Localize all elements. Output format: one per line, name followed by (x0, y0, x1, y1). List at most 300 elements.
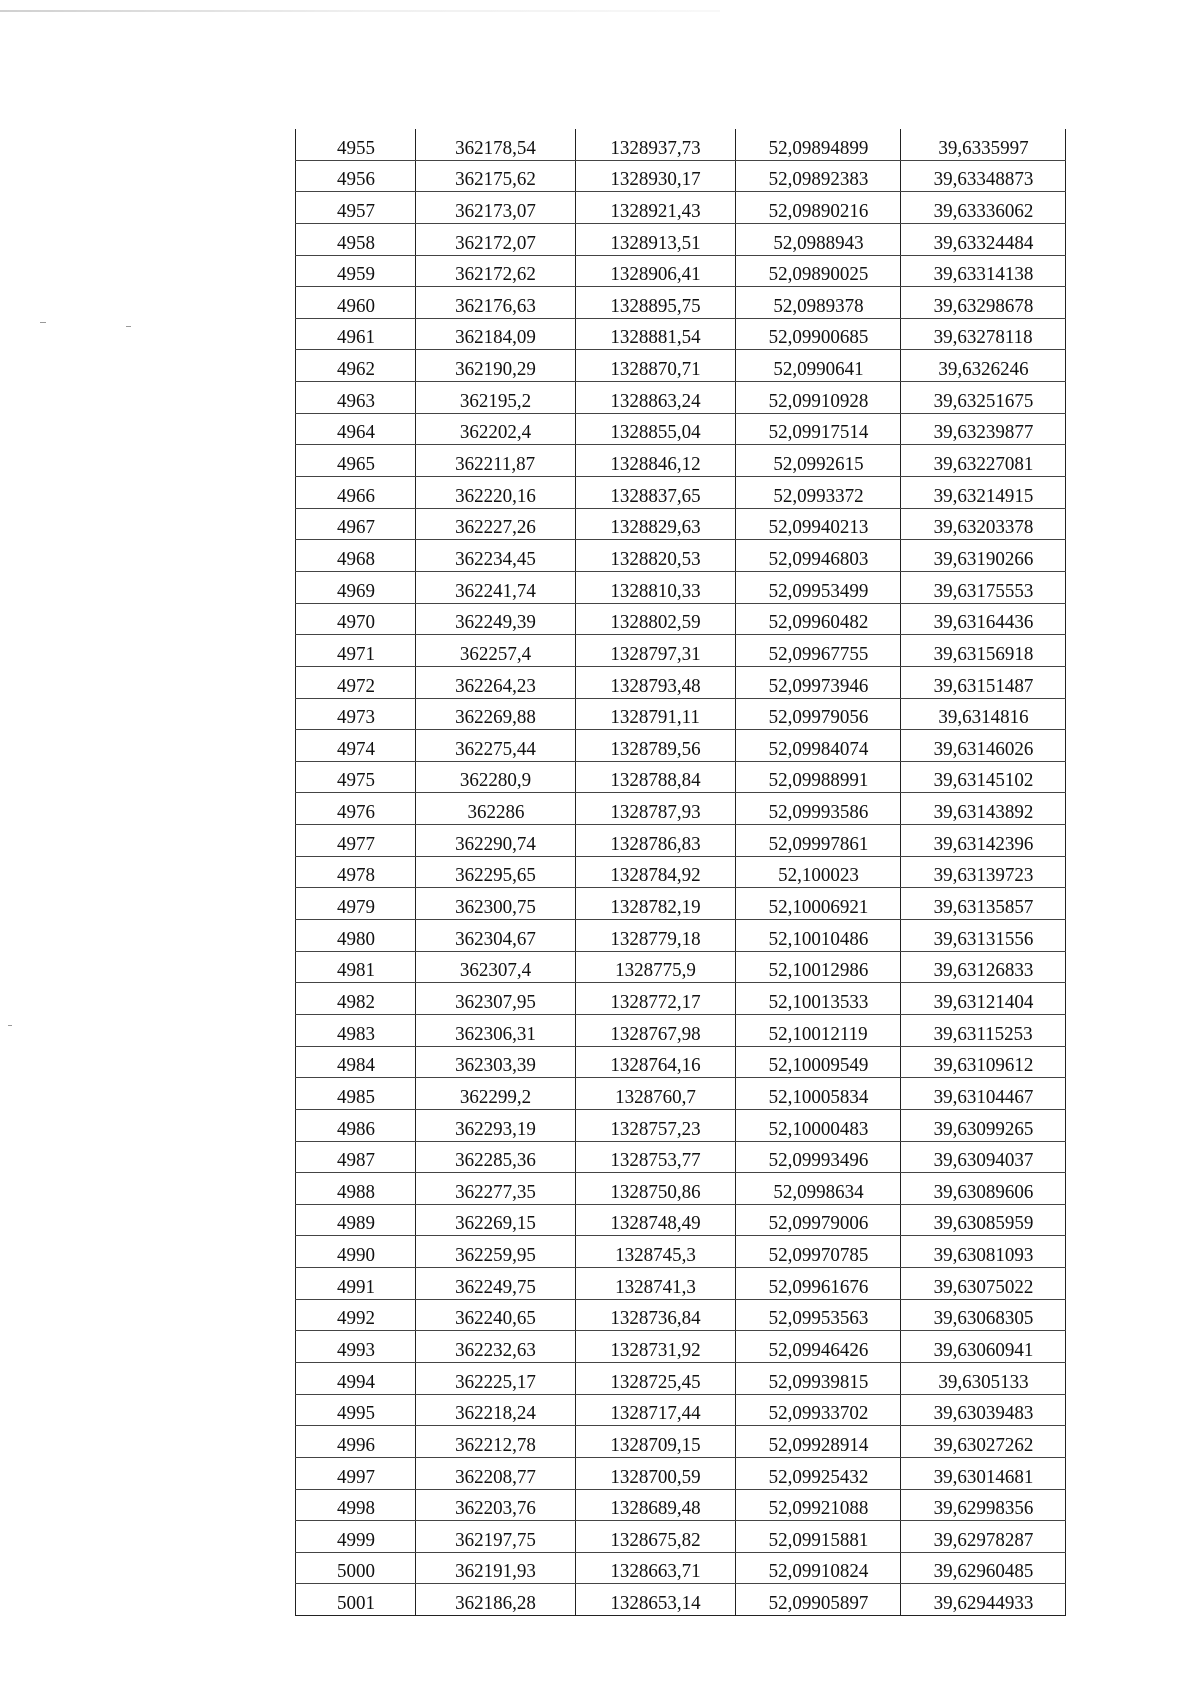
cell-text: 4994 (336, 1370, 375, 1393)
cell-text: 4993 (336, 1338, 375, 1361)
cell-text: 362290,74 (455, 832, 536, 855)
cell-text: 4983 (336, 1022, 375, 1045)
y-coordinate-cell (576, 1078, 736, 1110)
y-coordinate-cell (576, 666, 736, 698)
longitude-cell (901, 255, 1066, 287)
cell-text: 362299,2 (459, 1085, 532, 1108)
cell-text: 39,63060941 (933, 1338, 1033, 1361)
longitude-cell (901, 983, 1066, 1015)
latitude-cell (736, 1078, 901, 1110)
cell-text: 52,09973946 (768, 674, 868, 697)
cell-text: 362202,4 (459, 421, 532, 444)
cell-text: 4998 (336, 1497, 375, 1520)
cell-text: 362275,44 (455, 737, 536, 760)
cell-text: 39,63336062 (933, 199, 1033, 222)
table-row (296, 635, 1066, 667)
point-number-cell (296, 477, 416, 509)
x-coordinate-cell (416, 1141, 576, 1173)
table-row (296, 1204, 1066, 1236)
cell-text: 52,09970785 (768, 1244, 868, 1267)
cell-text: 4973 (336, 706, 375, 729)
cell-text: 39,63014681 (933, 1465, 1033, 1488)
cell-text: 1328895,75 (610, 294, 701, 317)
y-coordinate-cell (576, 287, 736, 319)
point-number-cell (296, 603, 416, 635)
table-row (296, 1552, 1066, 1584)
cell-text: 4990 (336, 1244, 375, 1267)
point-number-cell (296, 1584, 416, 1616)
point-number-cell (296, 1299, 416, 1331)
x-coordinate-cell (416, 1489, 576, 1521)
latitude-cell (736, 1173, 901, 1205)
point-number-cell (296, 413, 416, 445)
y-coordinate-cell (576, 508, 736, 540)
point-number-cell (296, 1078, 416, 1110)
cell-text: 39,63156918 (933, 642, 1033, 665)
cell-text: 362241,74 (455, 579, 536, 602)
cell-text: 39,63099265 (933, 1117, 1033, 1140)
latitude-cell (736, 571, 901, 603)
latitude-cell (736, 888, 901, 920)
latitude-cell (736, 445, 901, 477)
y-coordinate-cell (576, 1046, 736, 1078)
point-number-cell (296, 318, 416, 350)
cell-text: 4960 (336, 294, 375, 317)
point-number-cell (296, 856, 416, 888)
table-row (296, 730, 1066, 762)
latitude-cell (736, 1552, 901, 1584)
x-coordinate-cell (416, 1521, 576, 1553)
latitude-cell (736, 540, 901, 572)
cell-text: 1328753,77 (610, 1149, 701, 1172)
longitude-cell (901, 1521, 1066, 1553)
cell-text: 362227,26 (455, 516, 536, 539)
x-coordinate-cell (416, 129, 576, 160)
cell-text: 39,62944933 (933, 1592, 1033, 1615)
point-number-cell (296, 223, 416, 255)
y-coordinate-cell (576, 223, 736, 255)
cell-text: 362280,9 (459, 769, 532, 792)
cell-text: 1328748,49 (610, 1212, 701, 1235)
cell-text: 39,6314816 (937, 706, 1029, 729)
cell-text: 52,09993586 (768, 801, 868, 824)
y-coordinate-cell (576, 571, 736, 603)
cell-text: 4965 (336, 453, 375, 476)
cell-text: 4975 (336, 769, 375, 792)
cell-text: 39,63085959 (933, 1212, 1033, 1235)
cell-text: 362195,2 (459, 389, 532, 412)
cell-text: 5001 (336, 1592, 375, 1615)
cell-text: 39,63135857 (933, 896, 1033, 919)
point-number-cell (296, 698, 416, 730)
longitude-cell (901, 888, 1066, 920)
cell-text: 4972 (336, 674, 375, 697)
cell-text: 1328810,33 (610, 579, 701, 602)
longitude-cell (901, 698, 1066, 730)
longitude-cell (901, 508, 1066, 540)
coordinates-table (295, 129, 1066, 1616)
latitude-cell (736, 1141, 901, 1173)
cell-text: 39,63115253 (933, 1022, 1033, 1045)
point-number-cell (296, 255, 416, 287)
cell-text: 4991 (336, 1275, 375, 1298)
cell-text: 362249,75 (455, 1275, 536, 1298)
cell-text: 1328772,17 (610, 990, 701, 1013)
x-coordinate-cell (416, 698, 576, 730)
point-number-cell (296, 793, 416, 825)
cell-text: 362176,63 (455, 294, 536, 317)
longitude-cell (901, 413, 1066, 445)
table-row (296, 508, 1066, 540)
point-number-cell (296, 1046, 416, 1078)
cell-text: 52,09960482 (768, 611, 868, 634)
cell-text: 362175,62 (455, 168, 536, 191)
cell-text: 52,09900685 (768, 326, 868, 349)
cell-text: 362295,65 (455, 864, 536, 887)
y-coordinate-cell (576, 1236, 736, 1268)
cell-text: 1328797,31 (610, 642, 701, 665)
table-row (296, 666, 1066, 698)
longitude-cell (901, 477, 1066, 509)
cell-text: 52,10005834 (768, 1085, 868, 1108)
longitude-cell (901, 1426, 1066, 1458)
cell-text: 52,0989378 (772, 294, 864, 317)
table-row (296, 1489, 1066, 1521)
y-coordinate-cell (576, 603, 736, 635)
point-number-cell (296, 571, 416, 603)
cell-text: 4969 (336, 579, 375, 602)
cell-text: 1328675,82 (610, 1528, 701, 1551)
cell-text: 362269,88 (455, 706, 536, 729)
cell-text: 39,63027262 (933, 1433, 1033, 1456)
cell-text: 1328786,83 (610, 832, 701, 855)
table-row (296, 698, 1066, 730)
cell-text: 1328789,56 (610, 737, 701, 760)
cell-text: 39,63298678 (933, 294, 1033, 317)
y-coordinate-cell (576, 160, 736, 192)
table-row (296, 1078, 1066, 1110)
x-coordinate-cell (416, 1584, 576, 1616)
cell-text: 1328930,17 (610, 168, 701, 191)
cell-text: 1328784,92 (610, 864, 701, 887)
x-coordinate-cell (416, 666, 576, 698)
point-number-cell (296, 1173, 416, 1205)
table-row (296, 350, 1066, 382)
table-row (296, 129, 1066, 160)
cell-text: 362304,67 (455, 927, 536, 950)
cell-text: 362264,23 (455, 674, 536, 697)
latitude-cell (736, 255, 901, 287)
longitude-cell (901, 1457, 1066, 1489)
latitude-cell (736, 1331, 901, 1363)
x-coordinate-cell (416, 445, 576, 477)
cell-text: 4971 (336, 642, 375, 665)
cell-text: 362307,95 (455, 990, 536, 1013)
cell-text: 52,09940213 (768, 516, 868, 539)
longitude-cell (901, 540, 1066, 572)
cell-text: 1328791,11 (610, 706, 701, 729)
point-number-cell (296, 1236, 416, 1268)
table-row (296, 1236, 1066, 1268)
x-coordinate-cell (416, 730, 576, 762)
cell-text: 1328689,48 (610, 1497, 701, 1520)
y-coordinate-cell (576, 1331, 736, 1363)
cell-text: 39,63314138 (933, 263, 1033, 286)
latitude-cell (736, 1489, 901, 1521)
cell-text: 52,10013533 (768, 990, 868, 1013)
table-row (296, 1426, 1066, 1458)
y-coordinate-cell (576, 129, 736, 160)
latitude-cell (736, 1457, 901, 1489)
cell-text: 52,0990641 (772, 358, 864, 381)
cell-text: 4970 (336, 611, 375, 634)
cell-text: 1328837,65 (610, 484, 701, 507)
x-coordinate-cell (416, 793, 576, 825)
longitude-cell (901, 192, 1066, 224)
y-coordinate-cell (576, 192, 736, 224)
cell-text: 52,10012986 (768, 959, 868, 982)
longitude-cell (901, 223, 1066, 255)
cell-text: 39,63131556 (933, 927, 1033, 950)
cell-text: 1328829,63 (610, 516, 701, 539)
cell-text: 52,09946803 (768, 547, 868, 570)
longitude-cell (901, 1046, 1066, 1078)
cell-text: 362286 (467, 801, 524, 824)
x-coordinate-cell (416, 1109, 576, 1141)
cell-text: 39,63109612 (933, 1054, 1033, 1077)
cell-text: 362303,39 (455, 1054, 536, 1077)
x-coordinate-cell (416, 825, 576, 857)
x-coordinate-cell (416, 477, 576, 509)
cell-text: 4995 (336, 1402, 375, 1425)
y-coordinate-cell (576, 1299, 736, 1331)
table-row (296, 413, 1066, 445)
cell-text: 39,63104467 (933, 1085, 1033, 1108)
y-coordinate-cell (576, 920, 736, 952)
cell-text: 362212,78 (455, 1433, 536, 1456)
y-coordinate-cell (576, 951, 736, 983)
cell-text: 362259,95 (455, 1244, 536, 1267)
point-number-cell (296, 129, 416, 160)
latitude-cell (736, 603, 901, 635)
cell-text: 39,63121404 (933, 990, 1033, 1013)
cell-text: 4989 (336, 1212, 375, 1235)
latitude-cell (736, 382, 901, 414)
point-number-cell (296, 445, 416, 477)
point-number-cell (296, 1014, 416, 1046)
y-coordinate-cell (576, 1141, 736, 1173)
y-coordinate-cell (576, 382, 736, 414)
table-row (296, 1173, 1066, 1205)
cell-text: 52,10012119 (768, 1022, 868, 1045)
cell-text: 1328725,45 (610, 1370, 701, 1393)
cell-text: 52,09925432 (768, 1465, 868, 1488)
cell-text: 1328760,7 (615, 1085, 696, 1108)
longitude-cell (901, 1014, 1066, 1046)
y-coordinate-cell (576, 793, 736, 825)
x-coordinate-cell (416, 508, 576, 540)
cell-text: 362218,24 (455, 1402, 536, 1425)
y-coordinate-cell (576, 761, 736, 793)
table-row (296, 1584, 1066, 1616)
table-row (296, 1014, 1066, 1046)
y-coordinate-cell (576, 1489, 736, 1521)
latitude-cell (736, 192, 901, 224)
cell-text: 39,63126833 (933, 959, 1033, 982)
cell-text: 52,09890025 (768, 263, 868, 286)
y-coordinate-cell (576, 1552, 736, 1584)
y-coordinate-cell (576, 983, 736, 1015)
latitude-cell (736, 666, 901, 698)
cell-text: 39,63214915 (933, 484, 1033, 507)
cell-text: 4988 (336, 1180, 375, 1203)
cell-text: 39,63139723 (933, 864, 1033, 887)
longitude-cell (901, 825, 1066, 857)
cell-text: 362277,35 (455, 1180, 536, 1203)
x-coordinate-cell (416, 635, 576, 667)
point-number-cell (296, 287, 416, 319)
longitude-cell (901, 920, 1066, 952)
point-number-cell (296, 951, 416, 983)
cell-text: 1328855,04 (610, 421, 701, 444)
latitude-cell (736, 129, 901, 160)
cell-text: 52,09910928 (768, 389, 868, 412)
x-coordinate-cell (416, 888, 576, 920)
longitude-cell (901, 1362, 1066, 1394)
x-coordinate-cell (416, 1014, 576, 1046)
x-coordinate-cell (416, 350, 576, 382)
cell-text: 4985 (336, 1085, 375, 1108)
cell-text: 39,63089606 (933, 1180, 1033, 1203)
cell-text: 4967 (336, 516, 375, 539)
table-row (296, 255, 1066, 287)
cell-text: 1328787,93 (610, 801, 701, 824)
latitude-cell (736, 287, 901, 319)
latitude-cell (736, 1362, 901, 1394)
longitude-cell (901, 603, 1066, 635)
longitude-cell (901, 1552, 1066, 1584)
cell-text: 362220,16 (455, 484, 536, 507)
y-coordinate-cell (576, 1457, 736, 1489)
y-coordinate-cell (576, 350, 736, 382)
cell-text: 39,63075022 (933, 1275, 1033, 1298)
cell-text: 1328913,51 (610, 231, 701, 254)
point-number-cell (296, 1394, 416, 1426)
x-coordinate-cell (416, 1552, 576, 1584)
x-coordinate-cell (416, 1268, 576, 1300)
x-coordinate-cell (416, 1362, 576, 1394)
cell-text: 39,63324484 (933, 231, 1033, 254)
latitude-cell (736, 856, 901, 888)
cell-text: 362293,19 (455, 1117, 536, 1140)
y-coordinate-cell (576, 540, 736, 572)
cell-text: 52,09993496 (768, 1149, 868, 1172)
x-coordinate-cell (416, 160, 576, 192)
point-number-cell (296, 666, 416, 698)
cell-text: 4962 (336, 358, 375, 381)
cell-text: 1328863,24 (610, 389, 701, 412)
scan-artifact-dot (126, 326, 131, 327)
cell-text: 4955 (336, 136, 375, 159)
table-row (296, 571, 1066, 603)
y-coordinate-cell (576, 1204, 736, 1236)
x-coordinate-cell (416, 1394, 576, 1426)
cell-text: 52,09979056 (768, 706, 868, 729)
latitude-cell (736, 730, 901, 762)
latitude-cell (736, 1046, 901, 1078)
latitude-cell (736, 318, 901, 350)
table-row (296, 1331, 1066, 1363)
cell-text: 362184,09 (455, 326, 536, 349)
table-row (296, 825, 1066, 857)
latitude-cell (736, 761, 901, 793)
cell-text: 5000 (336, 1560, 375, 1583)
cell-text: 1328779,18 (610, 927, 701, 950)
cell-text: 1328745,3 (615, 1244, 696, 1267)
table-row (296, 382, 1066, 414)
table-row (296, 761, 1066, 793)
cell-text: 4966 (336, 484, 375, 507)
cell-text: 39,62978287 (933, 1528, 1033, 1551)
table-row (296, 287, 1066, 319)
cell-text: 52,09988991 (768, 769, 868, 792)
point-number-cell (296, 1521, 416, 1553)
cell-text: 1328767,98 (610, 1022, 701, 1045)
point-number-cell (296, 1489, 416, 1521)
cell-text: 39,63227081 (933, 453, 1033, 476)
cell-text: 52,09905897 (768, 1592, 868, 1615)
cell-text: 52,09915881 (768, 1528, 868, 1551)
cell-text: 52,0993372 (772, 484, 864, 507)
cell-text: 39,62960485 (933, 1560, 1033, 1583)
cell-text: 4977 (336, 832, 375, 855)
latitude-cell (736, 1014, 901, 1046)
cell-text: 1328653,14 (610, 1592, 701, 1615)
y-coordinate-cell (576, 698, 736, 730)
cell-text: 1328937,73 (610, 136, 701, 159)
longitude-cell (901, 793, 1066, 825)
y-coordinate-cell (576, 888, 736, 920)
cell-text: 52,09946426 (768, 1338, 868, 1361)
cell-text: 362190,29 (455, 358, 536, 381)
longitude-cell (901, 635, 1066, 667)
point-number-cell (296, 192, 416, 224)
latitude-cell (736, 1109, 901, 1141)
x-coordinate-cell (416, 255, 576, 287)
cell-text: 39,63039483 (933, 1402, 1033, 1425)
point-number-cell (296, 160, 416, 192)
cell-text: 39,63348873 (933, 168, 1033, 191)
cell-text: 39,63068305 (933, 1307, 1033, 1330)
cell-text: 362173,07 (455, 199, 536, 222)
cell-text: 362232,63 (455, 1338, 536, 1361)
cell-text: 39,63239877 (933, 421, 1033, 444)
cell-text: 4958 (336, 231, 375, 254)
x-coordinate-cell (416, 1204, 576, 1236)
y-coordinate-cell (576, 1394, 736, 1426)
cell-text: 4964 (336, 421, 375, 444)
point-number-cell (296, 1204, 416, 1236)
scan-artifact-streak (0, 10, 720, 12)
longitude-cell (901, 1331, 1066, 1363)
latitude-cell (736, 825, 901, 857)
latitude-cell (736, 508, 901, 540)
y-coordinate-cell (576, 1521, 736, 1553)
cell-text: 362307,4 (459, 959, 532, 982)
x-coordinate-cell (416, 983, 576, 1015)
table-row (296, 1268, 1066, 1300)
latitude-cell (736, 983, 901, 1015)
